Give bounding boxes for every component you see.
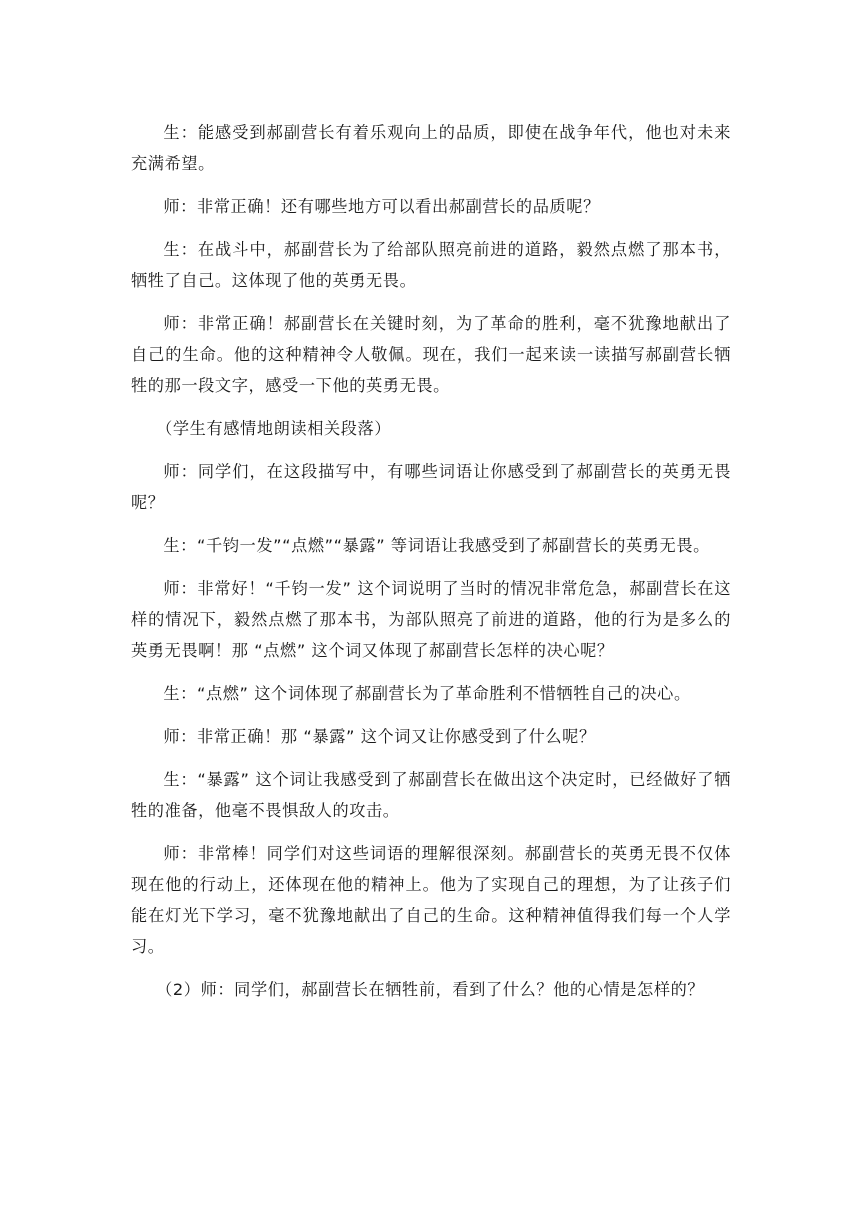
paragraph-student-answer-optimism: 生：能感受到郝副营长有着乐观向上的品质，即使在战争年代，他也对未来充满希望。 [131,123,731,173]
paragraph-student-answer-words: 生：“千钧一发”“点燃”“暴露” 等词语让我感受到了郝副营长的英勇无畏。 [163,536,710,555]
paragraph-teacher-question-words: 师：同学们，在这段描写中，有哪些词语让你感受到了郝副营长的英勇无畏呢？ [131,462,731,512]
document-body [131,117,731,1017]
paragraph-section-2-question: （2）师：同学们，郝副营长在牺牲前，看到了什么？他的心情是怎样的？ [156,980,705,999]
paragraph-teacher-reading-prompt: 师：非常正确！郝副营长在关键时刻，为了革命的胜利，毫不犹豫地献出了自己的生命。他的这种精神令人敬佩。现在，我们一起来读一读描写郝副营长牺牲的那一段文字，感受一下他的英勇无畏。 [131,314,731,395]
paragraph-student-answer-bravery: 生：在战斗中，郝副营长为了给部队照亮前进的道路，毅然点燃了那本书，牺牲了自己。这体现了他的英勇无畏。 [131,240,731,290]
paragraph-teacher-question-baolu: 师：非常正确！那 “暴露” 这个词又让你感受到了什么呢？ [163,727,596,746]
paragraph-teacher-question-qualities: 师：非常正确！还有哪些地方可以看出郝副营长的品质呢？ [163,197,600,216]
paragraph-student-answer-baolu: 生：“暴露” 这个词让我感受到了郝副营长在做出这个决定时，已经做好了牺牲的准备，他毫不畏惧敌人的攻击。 [131,770,731,820]
paragraph-stage-direction: （学生有感情地朗读相关段落） [156,419,392,438]
paragraph-teacher-summary: 师：非常棒！同学们对这些词语的理解很深刻。郝副营长的英勇无畏不仅体现在他的行动上，还体现在他的精神上。他为了实现自己的理想，为了让孩子们能在灯光下学习，毫不犹豫地献出了自己的生命。这种精神值得我们每一个人学习。 [131,844,731,956]
paragraph-teacher-explain-qianjun: 师：非常好！“千钧一发” 这个词说明了当时的情况非常危急，郝副营长在这样的情况下，毅然点燃了那本书，为部队照亮了前进的道路，他的行为是多么的英勇无畏啊！那 “点燃” 这个词又体现了郝副营长怎样的决心呢？ [131,579,731,660]
paragraph-student-answer-dianran: 生：“点燃” 这个词体现了郝副营长为了革命胜利不惜牺牲自己的决心。 [163,684,691,703]
